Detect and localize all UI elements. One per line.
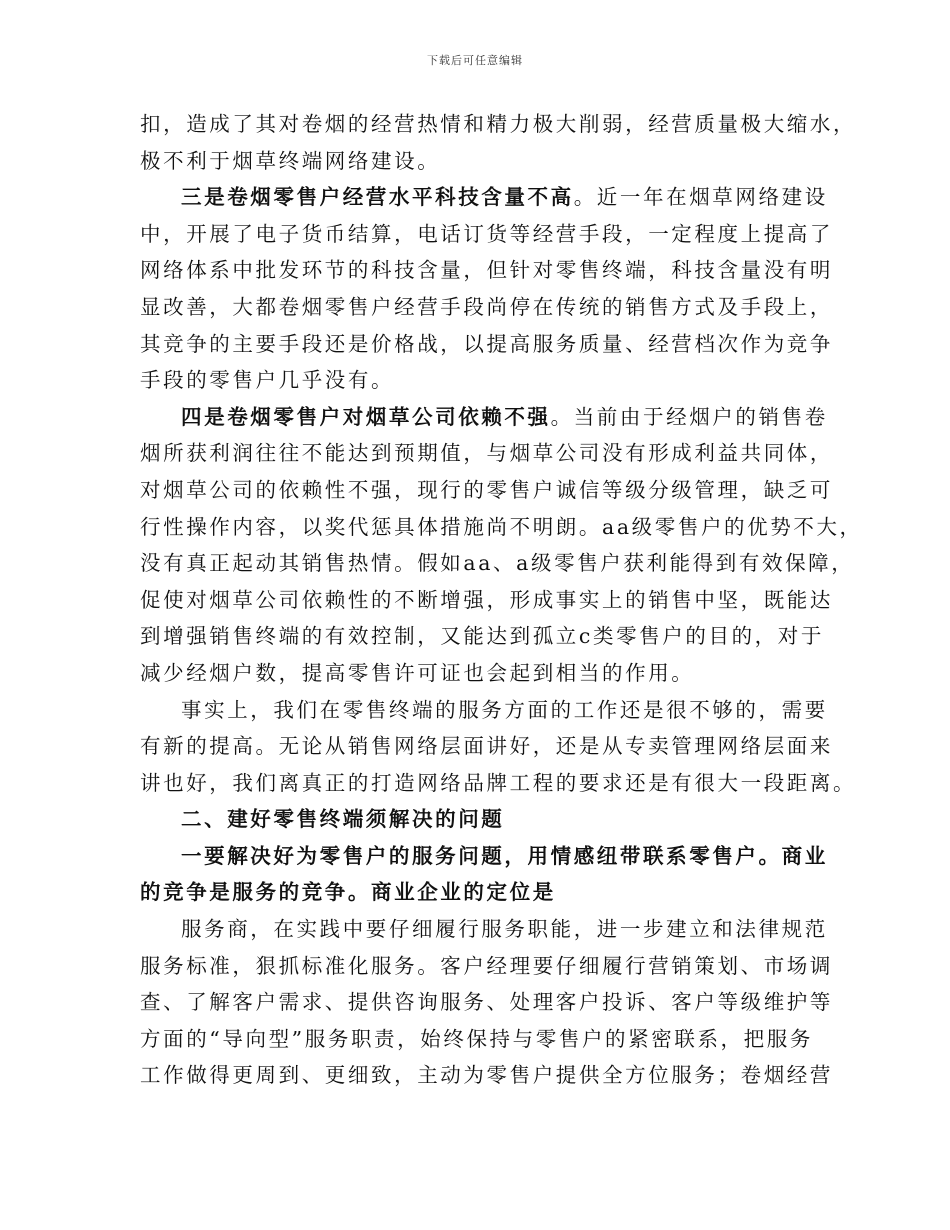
text-line: 扣，造成了其对卷烟的经营热情和精力极大削弱，经营质量极大缩水， [140, 112, 857, 136]
text-line: 促使对烟草公司依赖性的不断增强，形成事实上的销售中坚，既能达 [140, 587, 833, 612]
paragraph-lead: 三是卷烟零售户经营水平科技含量不高 [181, 185, 574, 210]
paragraph [140, 399, 863, 692]
text-line: 有新的提高。无论从销售网络层面讲好，还是从专卖管理网络层面来 [140, 734, 833, 759]
text-line: 网络体系中批发环节的科技含量，但针对零售终端，科技含量没有明 [140, 258, 833, 283]
paragraph [140, 692, 857, 802]
paragraph [140, 106, 857, 179]
text-line: 工作做得更周到、更细致，主动为零售户提供全方位服务；卷烟经营 [140, 1063, 833, 1088]
heading-text: 二、建好零售终端须解决的问题 [181, 807, 505, 832]
bold-paragraph [140, 838, 828, 911]
text-line: 方面的“导向型”服务职责，始终保持与零售户的紧密联系，把服务 [140, 1026, 813, 1051]
page-header: 下载后可任意编辑 [427, 54, 523, 67]
text-line [140, 801, 824, 838]
text-line: 极不利于烟草终端网络建设。 [140, 148, 441, 173]
paragraph [140, 179, 833, 399]
text-line: 没有真正起动其销售热情。假如aa、a级零售户获利能得到有效保障， [140, 551, 855, 576]
text-run: 。近一年在烟草网络建设 [573, 185, 828, 210]
text-line: 行性操作内容，以奖代惩具体措施尚不明朗。aa级零售户的优势不大， [140, 514, 863, 539]
text-line [140, 399, 828, 436]
text-line: 查、了解客户需求、提供咨询服务、处理客户投诉、客户等级维护等 [140, 990, 833, 1015]
paragraph [140, 911, 833, 1094]
text-run: 。当前由于经烟户的销售卷 [550, 404, 828, 429]
text-line: 服务标准，狠抓标准化服务。客户经理要仔细履行营销策划、市场调 [140, 953, 833, 978]
text-run: 一要解决好为零售户的服务问题，用情感纽带联系零售户。商业 [181, 843, 828, 868]
text-run: 服务商，在实践中要仔细履行服务职能，进一步建立和法律规范 [181, 917, 828, 942]
text-line: 到增强销售终端的有效控制，又能达到孤立c类零售户的目的，对于 [140, 624, 824, 649]
text-line: 中，开展了电子货币结算，电话订货等经营手段，一定程度上提高了 [140, 221, 833, 246]
text-line [140, 838, 828, 875]
paragraph-lead: 四是卷烟零售户对烟草公司依赖不强 [181, 404, 551, 429]
text-line: 减少经烟户数，提高零售许可证也会起到相当的作用。 [140, 660, 695, 685]
text-line: 其竞争的主要手段还是价格战，以提高服务质量、经营档次作为竞争 [140, 331, 833, 356]
text-line: 讲也好，我们离真正的打造网络品牌工程的要求还是有很大一段距离。 [140, 770, 857, 795]
text-run: 事实上，我们在零售终端的服务方面的工作还是很不够的，需要 [181, 697, 828, 722]
text-line: 对烟草公司的依赖性不强，现行的零售户诚信等级分级管理，缺乏可 [140, 477, 833, 502]
text-line: 显改善，大都卷烟零售户经营手段尚停在传统的销售方式及手段上， [140, 294, 833, 319]
text-line [140, 911, 828, 948]
section-heading [140, 801, 824, 838]
text-line [140, 692, 828, 729]
text-line: 的竞争是服务的竞争。商业企业的定位是 [140, 880, 556, 905]
text-line: 烟所获利润往往不能达到预期值，与烟草公司没有形成利益共同体， [140, 441, 833, 466]
text-line [140, 179, 828, 216]
document-body [140, 106, 863, 1094]
text-line: 手段的零售户几乎没有。 [140, 368, 395, 393]
